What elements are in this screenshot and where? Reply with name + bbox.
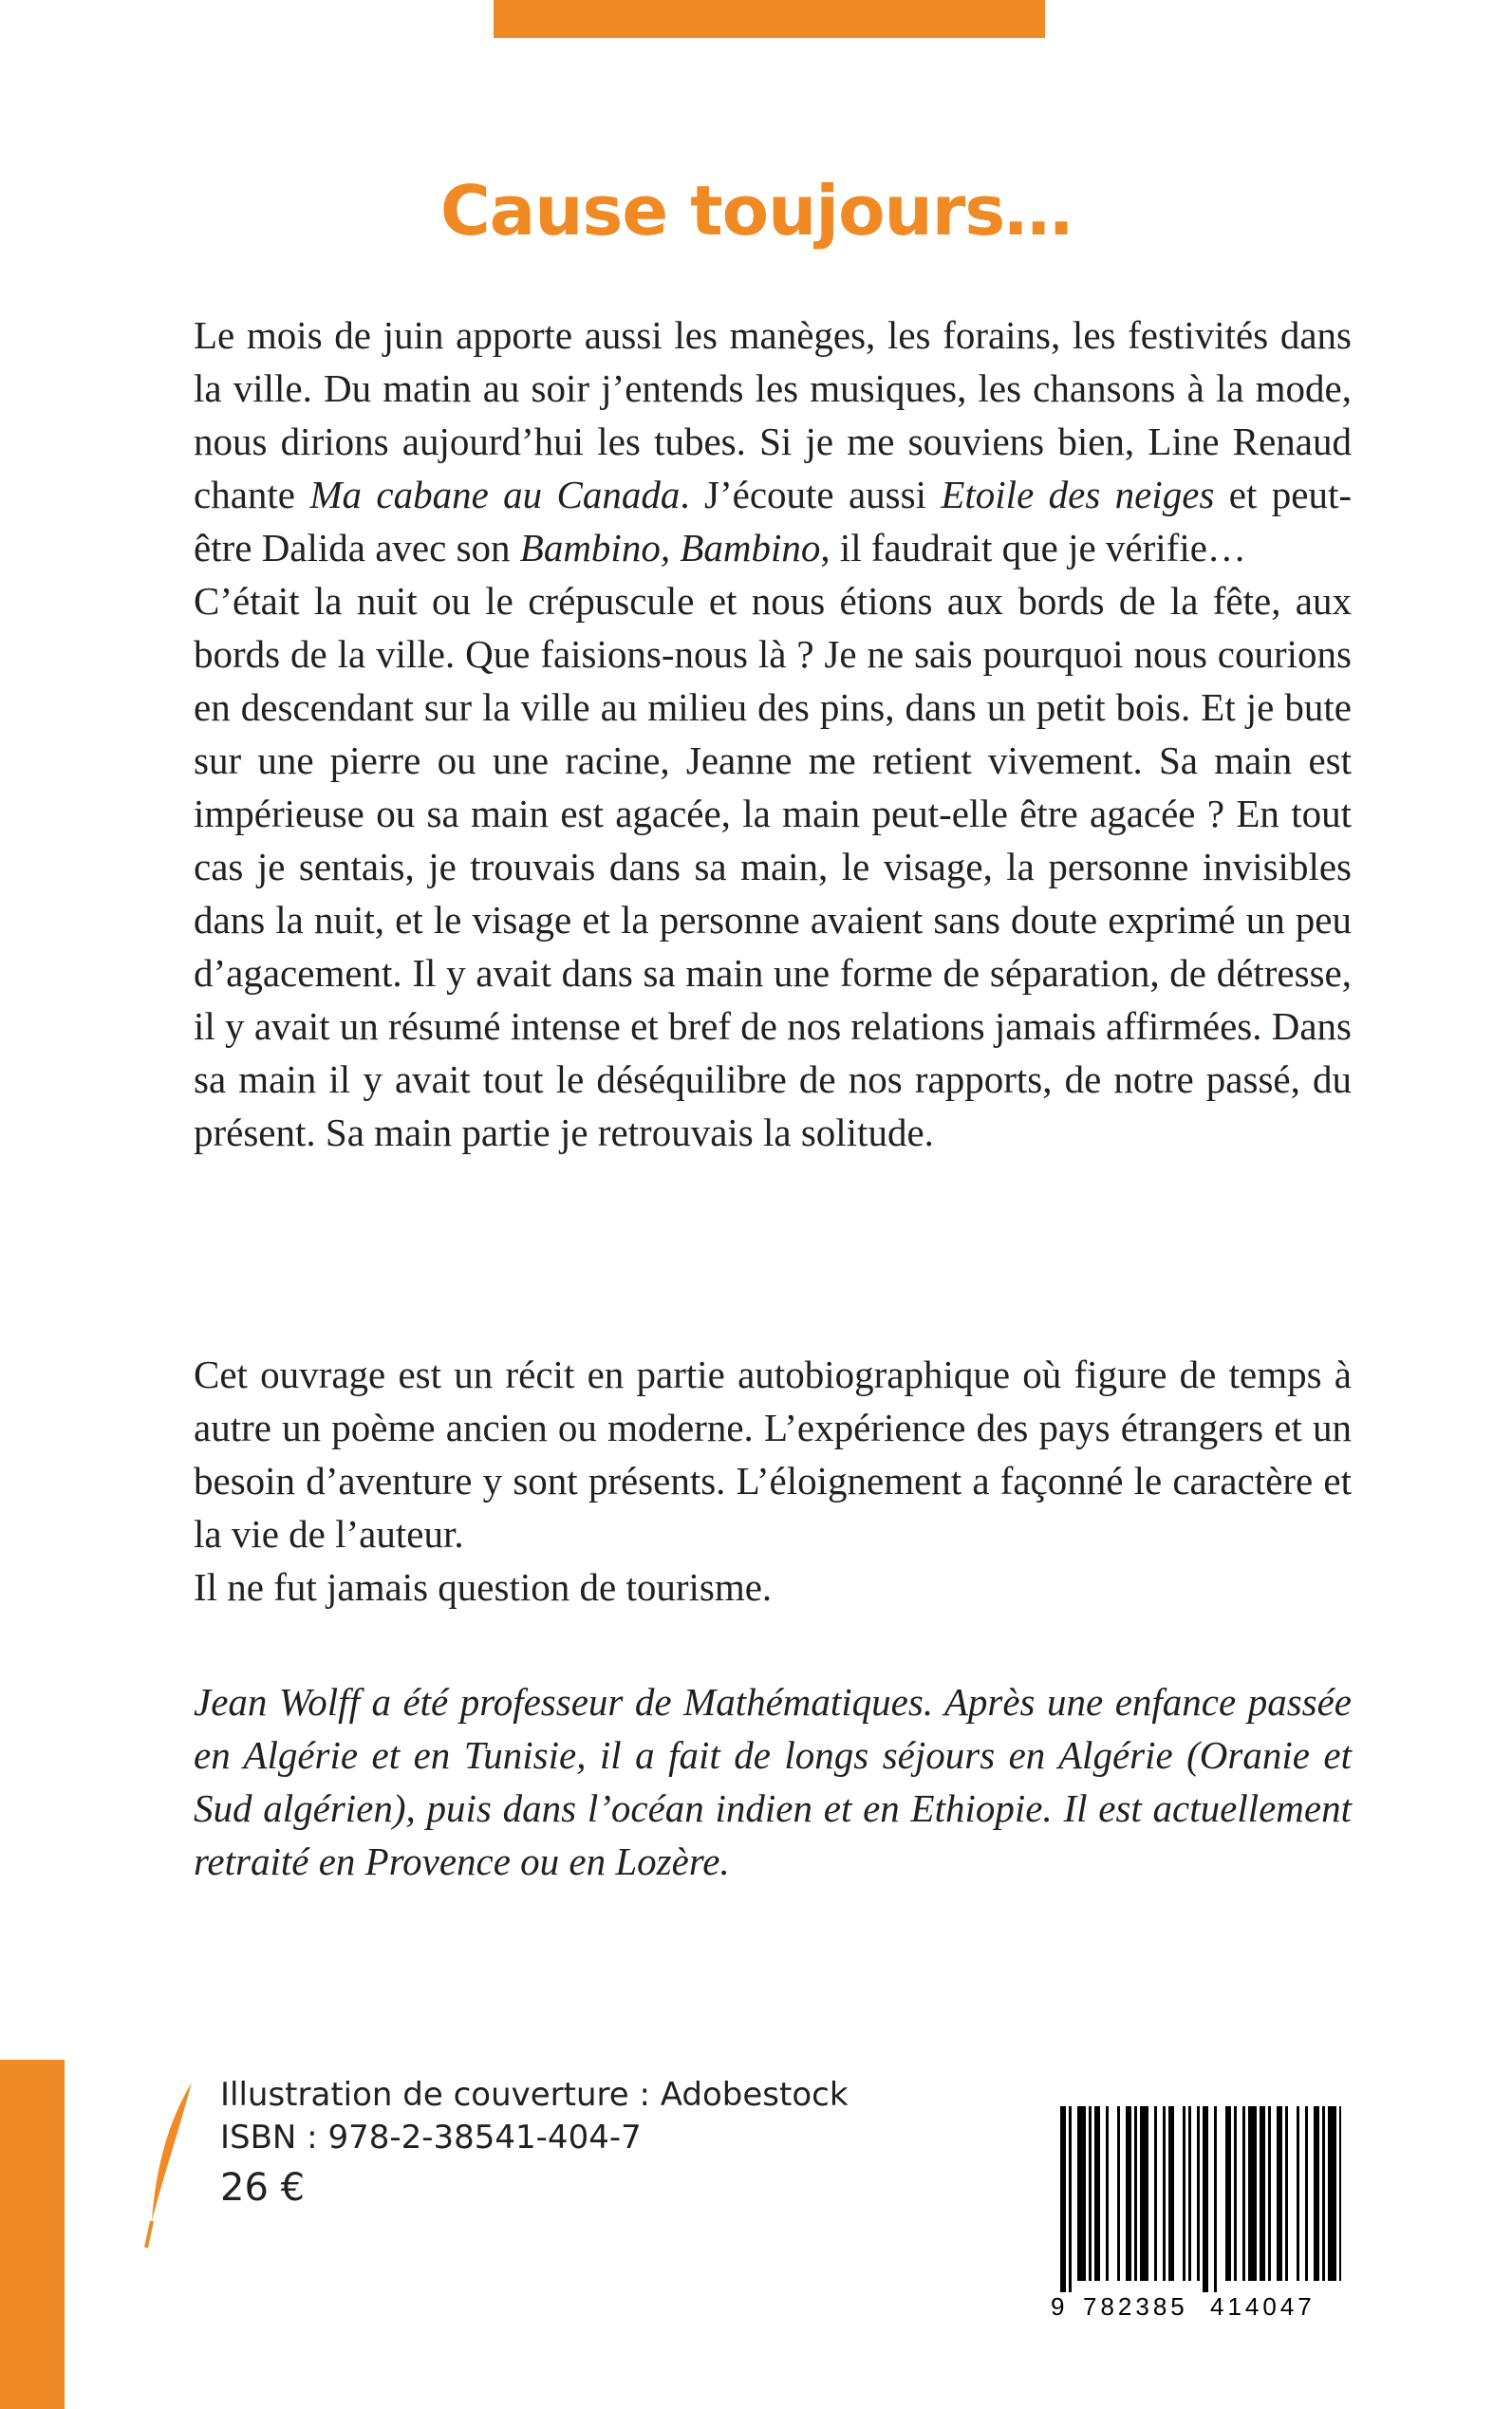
barcode-bar — [1197, 2106, 1200, 2281]
barcode-bar — [1117, 2106, 1120, 2281]
barcode-bar — [1069, 2106, 1072, 2292]
barcode-bar — [1234, 2106, 1237, 2281]
barcode-bar — [1154, 2106, 1157, 2281]
author-bio — [194, 1675, 1352, 1888]
barcode-bar — [1305, 2106, 1308, 2281]
excerpt-italic-title: Bambino, Bambino — [519, 526, 821, 570]
barcode-bar — [1297, 2106, 1299, 2281]
barcode-bar — [1328, 2106, 1336, 2281]
barcode-bar — [1089, 2106, 1092, 2281]
top-orange-bar — [494, 0, 1045, 38]
excerpt-text-run: Le mois de juin apporte aussi les manèges, les forains, les festivités dans la ville. Du matin au soir j’entends les musiques, les chansons à la mode, nous dirions aujourd’hui les tubes. Si je me souviens bien, Line Renaud chante — [194, 313, 1352, 516]
barcode-bar — [1094, 2106, 1100, 2281]
barcode — [1047, 2102, 1341, 2321]
author-bio-text: Jean Wolff a été professeur de Mathématiques. Après une enfance passée en Algérie et en Tunisie, il a fait de longs séjours en Algérie (Oranie et Sud algérien), puis dans l’océan indien et en Ethiopie. Il est actuellement retraité en Provence ou en Lozère. — [194, 1680, 1352, 1883]
barcode-bar — [1322, 2106, 1325, 2281]
barcode-bar — [1060, 2106, 1066, 2292]
barcode-bar — [1268, 2106, 1271, 2281]
side-orange-bar — [0, 2060, 65, 2409]
barcode-digits-right: 414047 — [1210, 2292, 1316, 2321]
barcode-bar — [1126, 2106, 1131, 2281]
excerpt-text-run: , il faudrait que je vérifie… — [820, 526, 1246, 570]
barcode-bar — [1277, 2106, 1282, 2281]
feather-icon — [142, 2079, 199, 2250]
barcode-bar — [1314, 2106, 1319, 2281]
barcode-bar — [1225, 2106, 1231, 2281]
credits-block — [220, 2074, 849, 2210]
barcode-bar — [1242, 2106, 1245, 2281]
barcode-bar — [1163, 2106, 1166, 2281]
barcode-bar — [1339, 2106, 1341, 2281]
excerpt-text-run: et peut-être Dalida avec son — [194, 473, 1353, 570]
barcode-bar — [1140, 2106, 1148, 2281]
excerpt-block — [194, 308, 1352, 1159]
barcode-bar — [1077, 2106, 1086, 2281]
barcode-bar — [1183, 2106, 1185, 2281]
excerpt-paragraph-2: C’était la nuit ou le crépuscule et nous étions aux bords de la fête, aux bords de la ville. Que faisions-nous là ? Je ne sais pourquoi nous courions en descendant sur la ville au milieu des pins, dans un petit bois. Et je bute sur une pierre ou une racine, Jeanne me retient vivement. Sa main est impérieuse ou sa main est agacée, la main peut-elle être agacée ? En tout cas je sentais, je trouvais dans sa main, le visage, la personne invisibles dans la nuit, et le visage et la personne avaient sans doute exprimé un peu d’agacement. Il y avait dans sa main une forme de séparation, de détresse, il y avait un résumé intense et bref de nos relations jamais affirmées. Dans sa main il y avait tout le déséquilibre de nos rapports, de notre passé, du présent. Sa main partie je retrouvais la solitude. — [194, 579, 1352, 1154]
excerpt-italic-title: Etoile des neiges — [941, 473, 1215, 516]
book-title: Cause toujours… — [439, 171, 1073, 251]
barcode-bar — [1214, 2106, 1217, 2292]
barcode-bar — [1106, 2106, 1109, 2281]
summary-block — [194, 1348, 1352, 1614]
barcode-bar — [1260, 2106, 1265, 2281]
barcode-bar — [1134, 2106, 1137, 2281]
price: 26 € — [220, 2166, 306, 2210]
barcode-bar — [1188, 2106, 1191, 2281]
barcode-bar — [1203, 2106, 1208, 2292]
barcode-bar — [1168, 2106, 1174, 2281]
excerpt-paragraph-1 — [194, 308, 1352, 574]
summary-paragraph-1: Cet ouvrage est un récit en partie autobiographique où figure de temps à autre un poème ancien ou moderne. L’expérience des pays étrangers et un besoin d’aventure y sont présents. L’éloignement a façonné le caractère et la vie de l’auteur. — [194, 1353, 1352, 1556]
isbn-number: ISBN : 978-2-38541-404-7 — [220, 2119, 642, 2157]
barcode-digits-left: 782385 — [1083, 2292, 1188, 2321]
illustration-credit: Illustration de couverture : Adobestock — [220, 2076, 849, 2114]
barcode-bar — [1248, 2106, 1257, 2281]
barcode-digit-first: 9 — [1051, 2292, 1065, 2321]
summary-paragraph-2: Il ne fut jamais question de tourisme. — [194, 1565, 773, 1609]
barcode-bar — [1285, 2106, 1288, 2281]
excerpt-italic-title: Ma cabane au Canada — [309, 473, 681, 516]
excerpt-text-run: . J’écoute aussi — [680, 473, 942, 516]
